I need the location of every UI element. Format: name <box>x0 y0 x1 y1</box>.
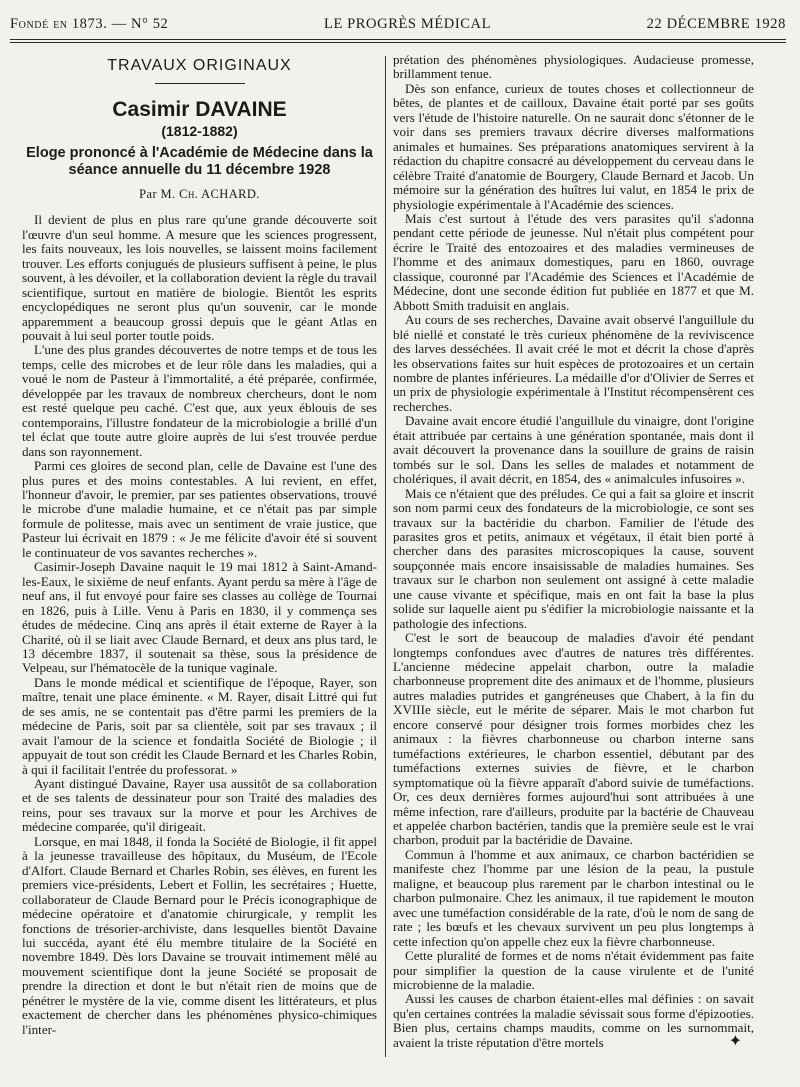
header-date: 22 DÉCEMBRE 1928 <box>646 16 786 32</box>
byline-prefix: Par M. <box>139 186 176 201</box>
article-subject-name: Casimir DAVAINE <box>112 98 287 122</box>
paragraph: Il devient de plus en plus rare qu'une grande découverte soit l'œuvre d'un seul homme. A mesure que les sciences progressent, les faits nouveaux, les lois nouvelles, se laissent moins facilement trouver. Les efforts conjugués de plusieurs suffisent à peine, le plus souvent, à les dévoiler, et la collaboration devient la règle du travail scientifique, surtout en matière de biologie. Bientôt les esprits encyclopédiques ne seront plus qu'un souvenir, car le monde apparemment a beaucoup grossi depuis que le géant Atlas en pouvait à lui seul porter toutle poids. <box>22 212 377 343</box>
paragraph: Parmi ces gloires de second plan, celle de Davaine est l'une des plus pures et des moins contestables. A lui revient, en effet, l'honneur d'avoir, le premier, par ses patientes observations, trouvé le microbe d'une maladie humaine, et ce n'était pas par simple formule de politesse, mais avec un sentiment de vraie justice, que Pasteur lui écrivait en 1879 : « Je me félicite d'avoir été si souvent le continuateur de vos savantes recherches ». <box>22 458 377 560</box>
header-rule <box>10 39 786 40</box>
paragraph: Cette pluralité de formes et de noms n'était évidemment pas faite pour simplifier la question de la cause virulente et de l'unité microbienne de la maladie. <box>393 948 754 992</box>
paragraph: Mais c'est surtout à l'étude des vers parasites qu'il s'adonna pendant cette période de jeunesse. Nul n'était plus compétent pour écrire le Traité des entozoaires et des maladies vermineuses de l'homme et des animaux domestiques, paru en 1860, ouvrage classique, couronné par l'Académie des Sciences et l'Académie de Médecine, dont une seconde édition fut publiée en 1877 et que M. Abbott Smith traduisit en anglais. <box>393 210 754 313</box>
column-divider <box>385 56 386 1057</box>
header-founded: Fondé en 1873. — N° 52 <box>10 16 169 32</box>
header-rule-double <box>10 42 786 43</box>
paragraph: C'est le sort de beaucoup de maladies d'avoir été pendant longtemps confondues avec d'autres de natures très différentes. L'ancienne médecine appelait charbon, outre la maladie charbonneuse proprement dite des animaux et de l'homme, plusieurs autres maladies putrides et gangréneuses que Chabert, à la fin du XVIIIe siècle, eut le mérite de séparer. Mais le mot charbon fut encore conservé pour désigner trois formes morbides chez les animaux : la fièvres charbonneuse ou charbon interne sans tuméfactions extérieures, le charbon essentiel, débutant par des tuméfactions externes suivies de fièvre, et le charbon symptomatique où la fièvre apparaît d'abord suivie de tuméfactions. Or, ces deux dernières formes aujourd'hui sont attribuées à une même infection, rare d'ailleurs, produite par la bactérie de Chauveau et appelée charbon bactérien, tandis que la première seule est le vrai charbon, produit par la bactéridie de Davaine. <box>393 630 754 848</box>
paragraph: Ayant distingué Davaine, Rayer usa aussitôt de sa collaboration et de ses talents de dessinateur pour son Traité des maladies des reins, pour ses travaux sur la morve et pour les Archives de médecine comparée, qu'il dirigeait. <box>22 776 377 835</box>
paragraph-continued: prétation des phénomènes physiologiques. Audacieuse promesse, brillamment tenue. <box>393 53 754 82</box>
article-byline <box>22 187 377 201</box>
left-column <box>22 53 377 1075</box>
ornament-icon: ✦ <box>728 1033 742 1050</box>
paragraph: Dès son enfance, curieux de toutes choses et collectionneur de bêtes, de plantes et de cailloux, Davaine était porté par ses goûts vers l'étude de l'histoire naturelle. On ne saurait donc s'étonner de le voir dans ses premiers travaux décrire diverses malformations animales et humaines. Ses préparations anatomiques servirent à la rédaction du chapitre consacré au développement du cerveau dans le célèbre Traité d'anatomie de Bourgery, Claude Bernard et Jacob. Un mémoire sur la génération des huîtres lui valut, en 1854 le prix de physiologie expérimentale à l'Académie des sciences. <box>393 80 754 212</box>
article-subject-dates: (1812-1882) <box>161 123 238 140</box>
paragraph: Aussi les causes de charbon étaient-elles mal définies : on savait qu'en certaines contrées la maladie sévissait sous forme d'épizooties. Bien plus, certains champs maudits, comme on les surnommait, avaient la triste réputation d'être mortels <box>393 991 754 1050</box>
paragraph: Commun à l'homme et aux animaux, ce charbon bactéridien se manifeste chez l'homme par une lésion de la peau, la pustule maligne, et beaucoup plus rarement par le charbon intestinal ou le charbon pulmonaire. Chez les animaux, il tue rapidement le mouton avec une tuméfaction considérable de la rate, d'où le nom de sang de rate ; les bœufs et les chevaux survivent un peu plus longtemps à cette infection qu'on appelle chez eux la fièvre charbonneuse. <box>393 846 754 949</box>
byline-author: Ch. ACHARD. <box>179 186 260 201</box>
paragraph: Lorsque, en mai 1848, il fonda la Société de Biologie, il fit appel à la jeunesse travailleuse des hôpitaux, du Muséum, de l'Ecole d'Alfort. Claude Bernard et Charles Robin, ses élèves, en furent les premiers vice-présidents, Lebert et Follin, les secrétaires ; Huette, collaborateur de Claude Bernard pour le Précis iconographique de médecine opératoire et d'anatomie chirurgicale, y remplit les fonctions de trésorier-archiviste, dans lesquelles bientôt Davaine lui succéda, ayant été élu membre titulaire de la Société en novembre 1849. Dès lors Davaine se trouvait intimement mêlé au mouvement scientifique dont la jeune Société se proposait de prendre la direction et dont le but n'était rien de moins que de pénétrer le mystère de la vie, comme disent les littérateurs, et plus exactement de chercher dans les phénomènes physico-chimiques l'inter- <box>22 833 377 1037</box>
paragraph: Casimir-Joseph Davaine naquit le 19 mai 1812 à Saint-Amand-les-Eaux, le sixième de neuf enfants. Ayant perdu sa mère à l'âge de neuf ans, il fut envoyé pour faire ses classes au collège de Tournai en 1826, puis à Lille. Venu à Paris en 1830, il y commença ses études de médecine. Cinq ans après il était externe de Rayer à la Charité, où il se liait avec Claude Bernard, et deux ans plus tard, le 13 décembre 1837, il soutenait sa thèse, sous la présidence de Velpeau, sur l'hématocèle de la tunique vaginale. <box>22 559 377 676</box>
title-rule <box>155 83 245 84</box>
paragraph: Dans le monde médical et scientifique de l'époque, Rayer, son maître, tenait une place éminente. « M. Rayer, disait Littré qui fut de ses amis, ne se contentait pas d'être parmi les premiers de la médecine de Paris, soit par sa clientèle, soit par ses travaux ; il avait l'amour de la science et fondaitla Société de Biologie ; il appuyait de tout son crédit les Claude Bernard et les Charles Robin, à qui il facilitait l'entrée du professorat. » <box>22 674 377 777</box>
running-head <box>10 16 786 38</box>
right-column <box>393 53 754 1075</box>
paragraph: Davaine avait encore étudié l'anguillule du vinaigre, dont l'origine était attribuée par certains à une génération spontanée, mais dont il avait découvert la provenance dans la souillure de grains de raisin tombés sur le sol. Dans les selles de malades et notamment de cholériques, il avait décrit, en 1854, des « animalcules infusoires ». <box>393 413 754 487</box>
paragraph: Au cours de ses recherches, Davaine avait observé l'anguillule du blé niellé et constaté le très curieux phénomène de la reviviscence des larves desséchées. Il avait créé le mot et décrit la chose d'après les observations faites sur huit espèces de protozoaires et un certain nombre de plantes inférieures. La médaille d'or d'Olivier de Serres et un prix de physiologie expérimentale à l'Institut récompensèrent ces recherches. <box>393 312 754 414</box>
paragraph: L'une des plus grandes découvertes de notre temps et de tous les temps, celle des microbes et de leur rôle dans les maladies, qui a voué le nom de Pasteur à l'immortalité, a été préparée, confirmée, développée par les travaux de nombreux chercheurs, dont le nom est resté quelque peu caché. C'est que, aux yeux éblouis de ses contemporains, l'illustre fondateur de la microbiologie a brillé d'un tel éclat que toute autre gloire auprès de lui s'est trouvée perdue dans son rayonnement. <box>22 342 377 459</box>
header-journal-title: LE PROGRÈS MÉDICAL <box>323 16 492 32</box>
article-subtitle: Eloge prononcé à l'Académie de Médecine dans la séance annuelle du 11 décembre 1928 <box>26 144 373 178</box>
paragraph: Mais ce n'étaient que des préludes. Ce qui a fait sa gloire et inscrit son nom parmi ceux des fondateurs de la microbiologie, ce sont ses travaux sur la bactéridie du charbon. Familier de l'étude des parasites gros et petits, animaux et végétaux, il était bien porté à chercher dans des parasites microscopiques la cause, souvent soupçonnée mais encore insaisissable de maladies humaines. Ses travaux sur le charbon non seulement ont assigné à cette maladie une cause vivante et spécifique, mais en ont fait la base la plus solide sur laquelle aient pu s'édifier la microbiologie naissante et la pathologie des infections. <box>393 485 754 631</box>
section-title: TRAVAUX ORIGINAUX <box>107 57 292 74</box>
